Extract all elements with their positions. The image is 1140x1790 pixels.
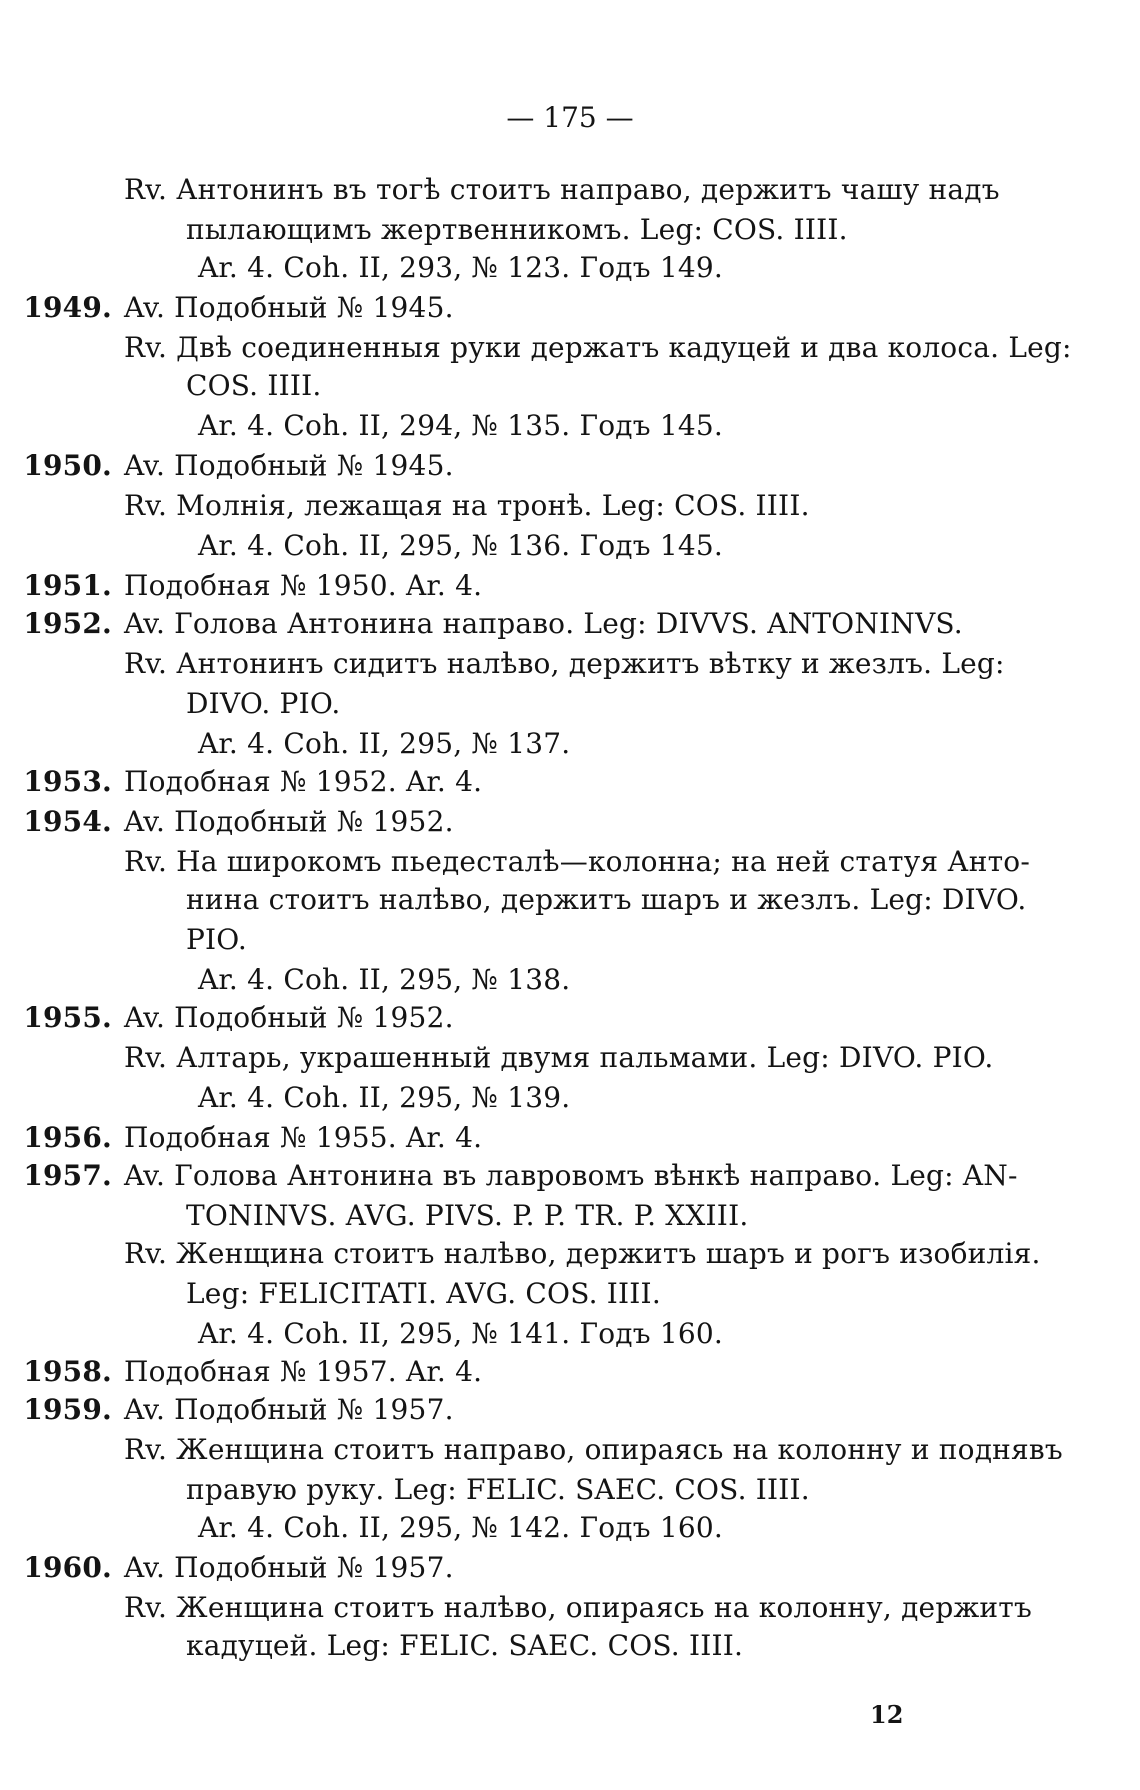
text-line: Ar. 4. Coh. II, 295, № 141. Годъ 160.	[198, 1317, 723, 1350]
text-line: TONINVS. AVG. PIVS. P. P. TR. P. XXIII.	[186, 1199, 749, 1232]
text-line: Rv. Молнія, лежащая на тронѣ. Leg: COS. IIII.	[124, 489, 810, 522]
entry-number: 1957.	[23, 1159, 112, 1192]
entry-number: 1958.	[23, 1355, 112, 1388]
entry-1954: 1954. Av. Подобный № 1952.	[23, 805, 454, 838]
text-line: Rv. Двѣ соединенныя руки держатъ кадуцей и два колоса. Leg:	[124, 331, 1072, 364]
entry-1957: 1957. Av. Голова Антонина въ лавровомъ вѣнкѣ направо. Leg: AN-	[23, 1159, 1018, 1192]
text-line: COS. IIII.	[186, 369, 322, 402]
text-line: нина стоитъ налѣво, держитъ шаръ и жезлъ. Leg: DIVO.	[186, 883, 1027, 916]
entry-1956: 1956. Подобная № 1955. Ar. 4.	[23, 1121, 483, 1154]
text-line: Rv. Алтарь, украшенный двумя пальмами. Leg: DIVO. PIO.	[124, 1041, 994, 1074]
entry-1960: 1960. Av. Подобный № 1957.	[23, 1551, 454, 1584]
text-line: Rv. Женщина стоитъ налѣво, опираясь на колонну, держитъ	[124, 1591, 1032, 1624]
entry-number: 1951.	[23, 569, 112, 602]
entry-number: 1952.	[23, 607, 112, 640]
text-line: Rv. Антонинъ въ тогѣ стоитъ направо, держитъ чашу надъ	[124, 173, 1000, 206]
text-line: кадуцей. Leg: FELIC. SAEC. COS. IIII.	[186, 1629, 744, 1662]
entry-number: 1950.	[23, 449, 112, 482]
entry-1949: 1949. Av. Подобный № 1945.	[23, 291, 454, 324]
entry-1953: 1953. Подобная № 1952. Ar. 4.	[23, 765, 483, 798]
text-line: Ar. 4. Coh. II, 293, № 123. Годъ 149.	[198, 251, 723, 284]
entry-number: 1959.	[23, 1393, 112, 1426]
entry-number: 1953.	[23, 765, 112, 798]
entry-1951: 1951. Подобная № 1950. Ar. 4.	[23, 569, 483, 602]
text-line: Ar. 4. Coh. II, 295, № 136. Годъ 145.	[198, 529, 723, 562]
text-line: Ar. 4. Coh. II, 295, № 138.	[198, 963, 571, 996]
text-line: Ar. 4. Coh. II, 295, № 139.	[198, 1081, 571, 1114]
text-line: правую руку. Leg: FELIC. SAEC. COS. IIII.	[186, 1473, 810, 1506]
entry-number: 1954.	[23, 805, 112, 838]
entry-1952: 1952. Av. Голова Антонина направо. Leg: DIVVS. ANTONINVS.	[23, 607, 963, 640]
entry-number: 1949.	[23, 291, 112, 324]
text-line: Rv. Антонинъ сидитъ налѣво, держитъ вѣтку и жезлъ. Leg:	[124, 647, 1005, 680]
text-line: Ar. 4. Coh. II, 295, № 142. Годъ 160.	[198, 1511, 723, 1544]
text-line: Rv. Женщина стоитъ направо, опираясь на колонну и поднявъ	[124, 1433, 1063, 1466]
page-number-header: — 175 —	[506, 101, 634, 134]
text-line: Rv. На широкомъ пьедесталѣ—колонна; на ней статуя Анто-	[124, 845, 1031, 878]
text-line: Leg: FELICITATI. AVG. COS. IIII.	[186, 1277, 661, 1310]
entry-number: 1956.	[23, 1121, 112, 1154]
text-line: Ar. 4. Coh. II, 294, № 135. Годъ 145.	[198, 409, 723, 442]
entry-1955: 1955. Av. Подобный № 1952.	[23, 1001, 454, 1034]
entry-1959: 1959. Av. Подобный № 1957.	[23, 1393, 454, 1426]
entry-number: 1955.	[23, 1001, 112, 1034]
text-line: Ar. 4. Coh. II, 295, № 137.	[198, 727, 571, 760]
text-line: PIO.	[186, 923, 247, 956]
signature-mark: 12	[870, 1700, 904, 1729]
entry-number: 1960.	[23, 1551, 112, 1584]
entry-1958: 1958. Подобная № 1957. Ar. 4.	[23, 1355, 483, 1388]
text-line: DIVO. PIO.	[186, 687, 341, 720]
entry-1950: 1950. Av. Подобный № 1945.	[23, 449, 454, 482]
text-line: пылающимъ жертвенникомъ. Leg: COS. IIII.	[186, 213, 848, 246]
text-line: Rv. Женщина стоитъ налѣво, держитъ шаръ и рогъ изобилія.	[124, 1237, 1041, 1270]
